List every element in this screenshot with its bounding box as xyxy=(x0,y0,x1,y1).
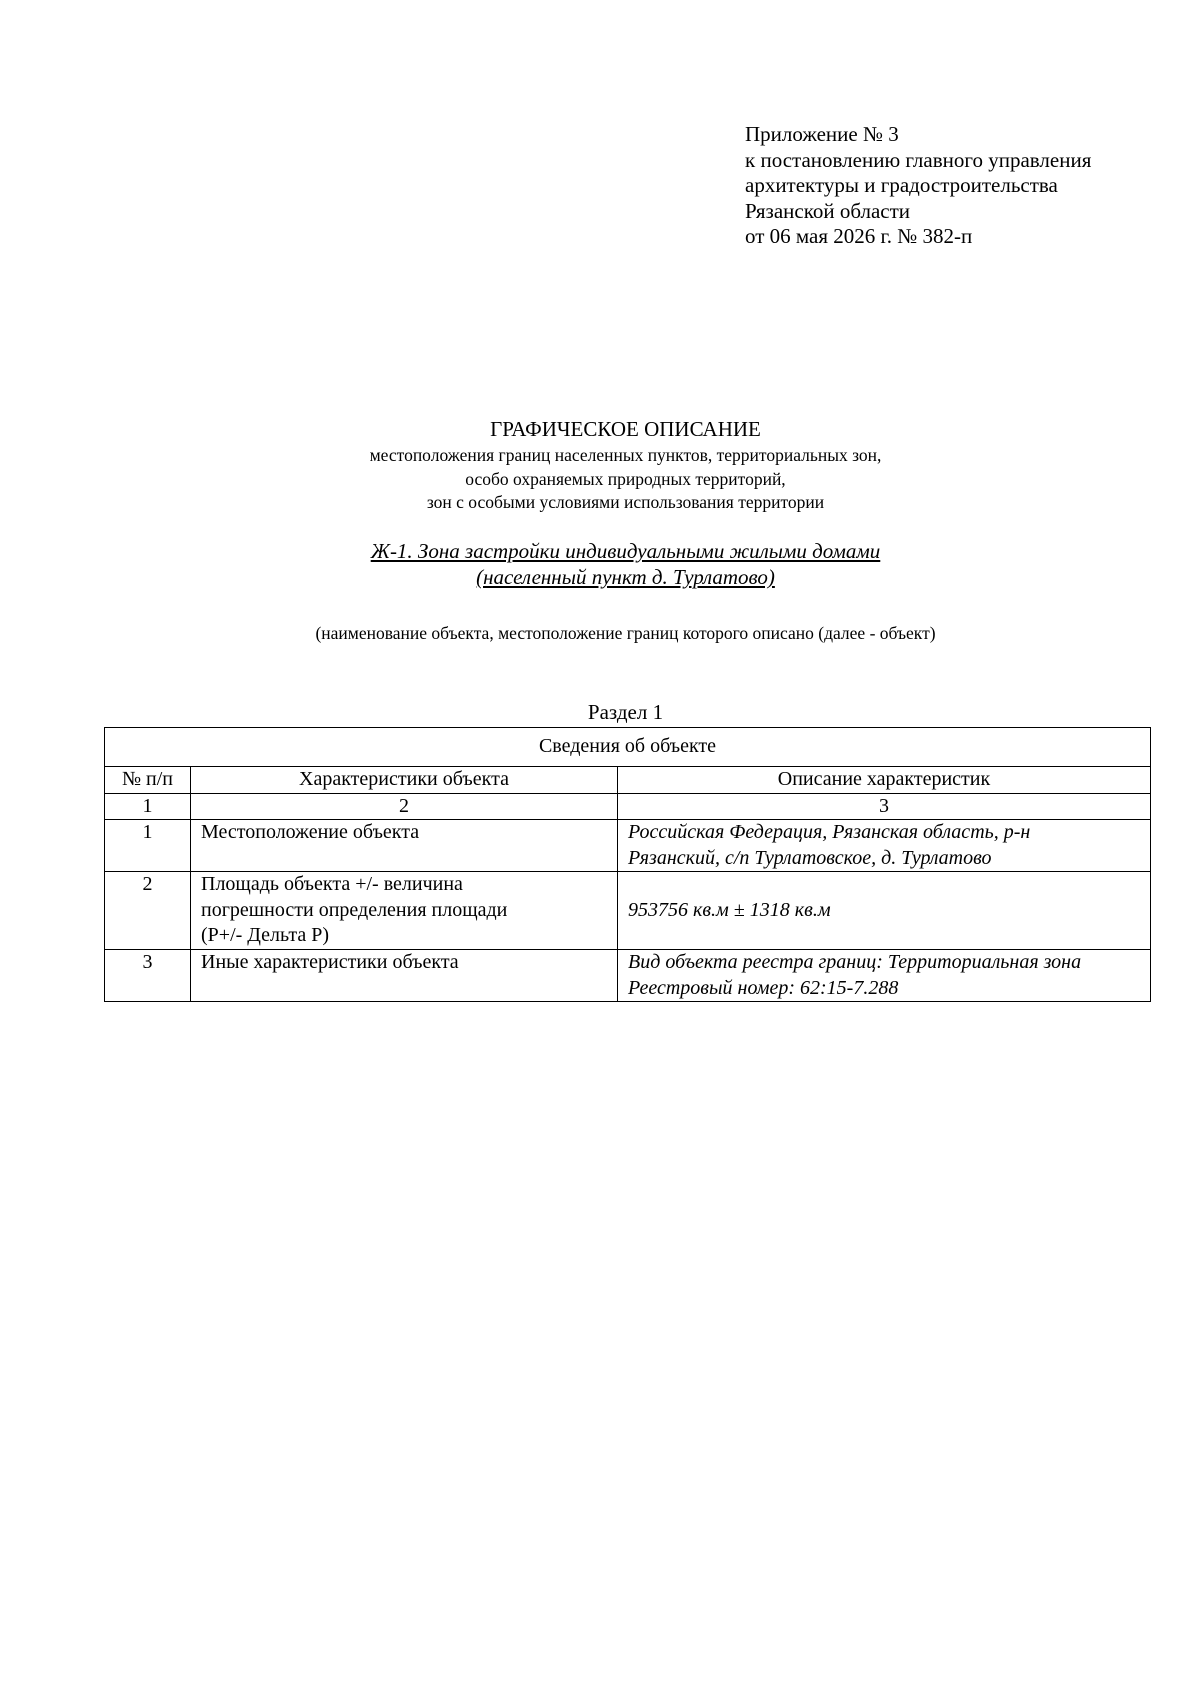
row-number: 3 xyxy=(105,950,191,1002)
table-row xyxy=(105,872,1151,950)
table-row xyxy=(105,820,1151,872)
row-description xyxy=(618,820,1151,872)
object-name xyxy=(0,538,1200,590)
row-description xyxy=(618,950,1151,1002)
header-description: Описание характеристик xyxy=(618,767,1151,794)
appendix-line: архитектуры и градостроительства xyxy=(745,173,1058,197)
subtitle-line: особо охраняемых природных территорий, xyxy=(465,468,786,489)
column-number: 2 xyxy=(191,793,618,820)
row-characteristic xyxy=(191,872,618,950)
description-line: 953756 кв.м ± 1318 кв.м xyxy=(628,898,831,921)
section-title: Раздел 1 xyxy=(587,700,664,724)
description-line: Вид объекта реестра границ: Территориальная зона xyxy=(628,951,1082,973)
column-number: 1 xyxy=(105,793,191,820)
appendix-block xyxy=(745,122,1091,250)
subtitle-line: зон с особыми условиями использования территории xyxy=(426,492,825,512)
description-line: Рязанский, с/п Турлатовское, д. Турлатово xyxy=(628,846,992,869)
document-subtitle xyxy=(0,444,1200,515)
characteristic-line: Местоположение объекта xyxy=(201,821,420,843)
object-name-line: Ж-1. Зона застройки индивидуальными жилыми домами xyxy=(370,539,881,563)
table-caption: Сведения об объекте xyxy=(105,728,1151,767)
header-num: № п/п xyxy=(105,767,191,794)
row-characteristic xyxy=(191,950,618,1002)
description-line: Российская Федерация, Рязанская область, р-н xyxy=(628,821,1031,843)
characteristic-line: (Р+/- Дельта Р) xyxy=(201,924,330,946)
characteristic-line: Иные характеристики объекта xyxy=(201,951,459,973)
subtitle-line: местоположения границ населенных пунктов, территориальных зон, xyxy=(369,445,882,465)
row-number: 1 xyxy=(105,820,191,872)
appendix-line: Приложение № 3 xyxy=(745,122,899,146)
table-row xyxy=(105,950,1151,1002)
description-line: Реестровый номер: 62:15-7.288 xyxy=(628,976,899,999)
table-column-numbers-row xyxy=(105,793,1151,820)
document-title: ГРАФИЧЕСКОЕ ОПИСАНИЕ xyxy=(490,417,761,441)
characteristic-line: Площадь объекта +/- величина xyxy=(201,873,463,895)
column-number: 3 xyxy=(618,793,1151,820)
appendix-line: от 06 мая 2026 г. № 382-п xyxy=(745,224,973,248)
row-characteristic xyxy=(191,820,618,872)
table-header-row xyxy=(105,767,1151,794)
object-name-line: (населенный пункт д. Турлатово) xyxy=(476,565,775,589)
row-number: 2 xyxy=(105,872,191,950)
characteristic-line: погрешности определения площади xyxy=(201,898,508,921)
table-caption-row xyxy=(105,728,1151,767)
object-info-table xyxy=(104,727,1151,1002)
row-description xyxy=(618,872,1151,950)
appendix-line: к постановлению главного управления xyxy=(745,147,1092,172)
appendix-line: Рязанской области xyxy=(745,198,911,223)
header-characteristic: Характеристики объекта xyxy=(191,767,618,794)
object-note: (наименование объекта, местоположение границ которого описано (далее - объект) xyxy=(315,623,936,643)
